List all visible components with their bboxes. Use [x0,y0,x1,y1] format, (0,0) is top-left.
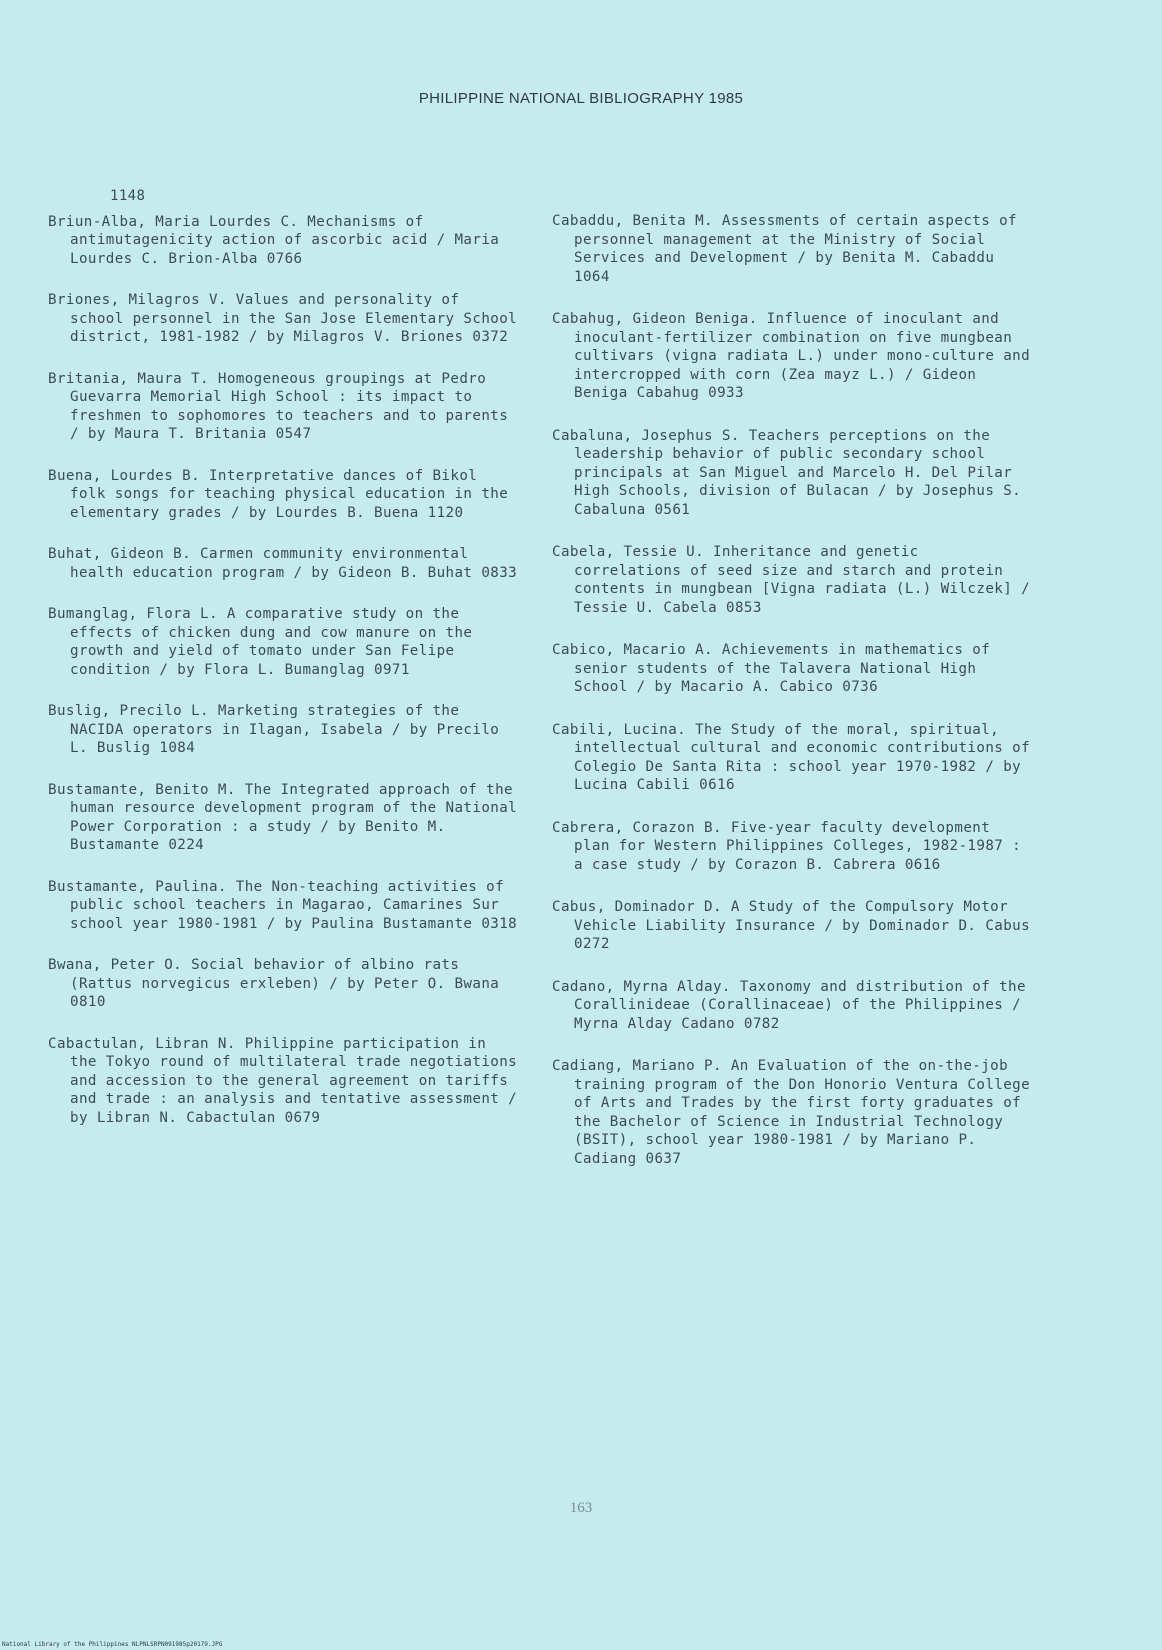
bibliography-entry: Bumanglag, Flora L. A comparative study on the effects of chicken dung and cow manure on the growth and yield of tomato under San Felipe condition / by Flora L. Bumanglag 0971 [48,606,473,678]
right-column [552,212,1032,1192]
bibliography-entry: Bwana, Peter O. Social behavior of albino rats (Rattus norvegicus erxleben) / by Peter O. Bwana 0810 [48,957,500,1010]
bibliography-entry: Cabela, Tessie U. Inheritance and genetic correlations of seed size and starch and protein contents in mungbean [Vigna radiata (L.) Wilczek] / Tessie U. Cabela 0853 [552,544,1031,616]
bibliography-entry: Bustamante, Paulina. The Non-teaching activities of public school teachers in Magarao, Camarines Sur school year 1980-1981 / by Paulina Bustamante 0318 [48,878,518,932]
bibliography-entry: Cabrera, Corazon B. Five-year faculty development plan for Western Philippines Colleges, 1982-1987 : a case study / by Corazon B. Cabrera 0616 [552,819,1022,873]
bibliography-entry: Cabico, Macario A. Achievements in mathematics of senior students of the Talavera National High School / by Macario A. Cabico 0736 [552,642,991,695]
bibliography-entry: Britania, Maura T. Homogeneous groupings at Pedro Guevarra Memorial High School : its impact to freshmen to sophomores to teachers and to parents / by Maura T. Britania 0547 [48,370,509,442]
sequence-number: 1148 [110,188,146,204]
scan-credit: National Library of the Philippines NLPNLSRPN091985p20179.JPG [2,1641,223,1648]
bibliography-entry: Briun-Alba, Maria Lourdes C. Mechanisms of antimutagenicity action of ascorbic acid / Maria Lourdes C. Brion-Alba 0766 [48,213,500,267]
bibliography-entry: Briones, Milagros V. Values and personality of school personnel in the San Jose Elementary School district, 1981-1982 / by Milagros V. Briones 0372 [48,292,518,345]
page-number: 163 [569,1500,593,1516]
bibliography-entry: Bustamante, Benito M. The Integrated approach of the human resource development program of the National Power Corporation : a study / by Benito M. Bustamante 0224 [48,781,518,853]
left-column [48,187,518,1150]
bibliography-entry: Cadiang, Mariano P. An Evaluation of the on-the-job training program of the Don Honorio Ventura College of Arts and Trades by the first forty graduates of the Bachelor of Science in Industrial Technology (BSIT), school year 1980-1981 / by Mariano P. Cadiang 0637 [552,1058,1031,1167]
bibliography-entry: Cabus, Dominador D. A Study of the Compulsory Motor Vehicle Liability Insurance / by Dominador D. Cabus 0272 [552,899,1031,952]
bibliography-entry: Buena, Lourdes B. Interpretative dances of Bikol folk songs for teaching physical education in the elementary grades / by Lourdes B. Buena 1120 [48,467,509,521]
bibliography-entry: Buhat, Gideon B. Carmen community environmental health education program / by Gideon B. Buhat 0833 [48,546,518,581]
bibliography-entry: Buslig, Precilo L. Marketing strategies of the NACIDA operators in Ilagan, Isabela / by Precilo L. Buslig 1084 [48,703,500,756]
bibliography-entry: Cabili, Lucina. The Study of the moral, spiritual, intellectual cultural and economic contributions of Colegio De Santa Rita : school year 1970-1982 / by Lucina Cabili 0616 [552,721,1031,793]
page-title: PHILIPPINE NATIONAL BIBLIOGRAPHY 1985 [418,90,744,107]
bibliography-entry: Cabactulan, Libran N. Philippine participation in the Tokyo round of multilateral trade negotiations and accession to the general agreement on tariffs and trade : an analysis and tentative assessment / by Libran N. Cabactulan 0679 [48,1035,518,1126]
bibliography-entry: Cabaluna, Josephus S. Teachers perceptions on the leadership behavior of public secondary school principals at San Miguel and Marcelo H. Del Pilar High Schools, division of Bulacan / by Josephus S. Cabaluna 0561 [552,427,1022,518]
bibliography-entry: Cabaddu, Benita M. Assessments of certain aspects of personnel management at the Ministry of Social Services and Development / by Benita M. Cabaddu 1064 [552,213,1017,285]
bibliography-entry: Cadano, Myrna Alday. Taxonomy and distribution of the Corallinideae (Corallinaceae) of the Philippines / Myrna Alday Cadano 0782 [552,978,1026,1032]
bibliography-entry: Cabahug, Gideon Beniga. Influence of inoculant and inoculant-fertilizer combination on five mungbean cultivars (vigna radiata L.) under mono-culture and intercropped with corn (Zea mayz L.) / Gideon Beniga Cabahug 0933 [552,311,1031,401]
